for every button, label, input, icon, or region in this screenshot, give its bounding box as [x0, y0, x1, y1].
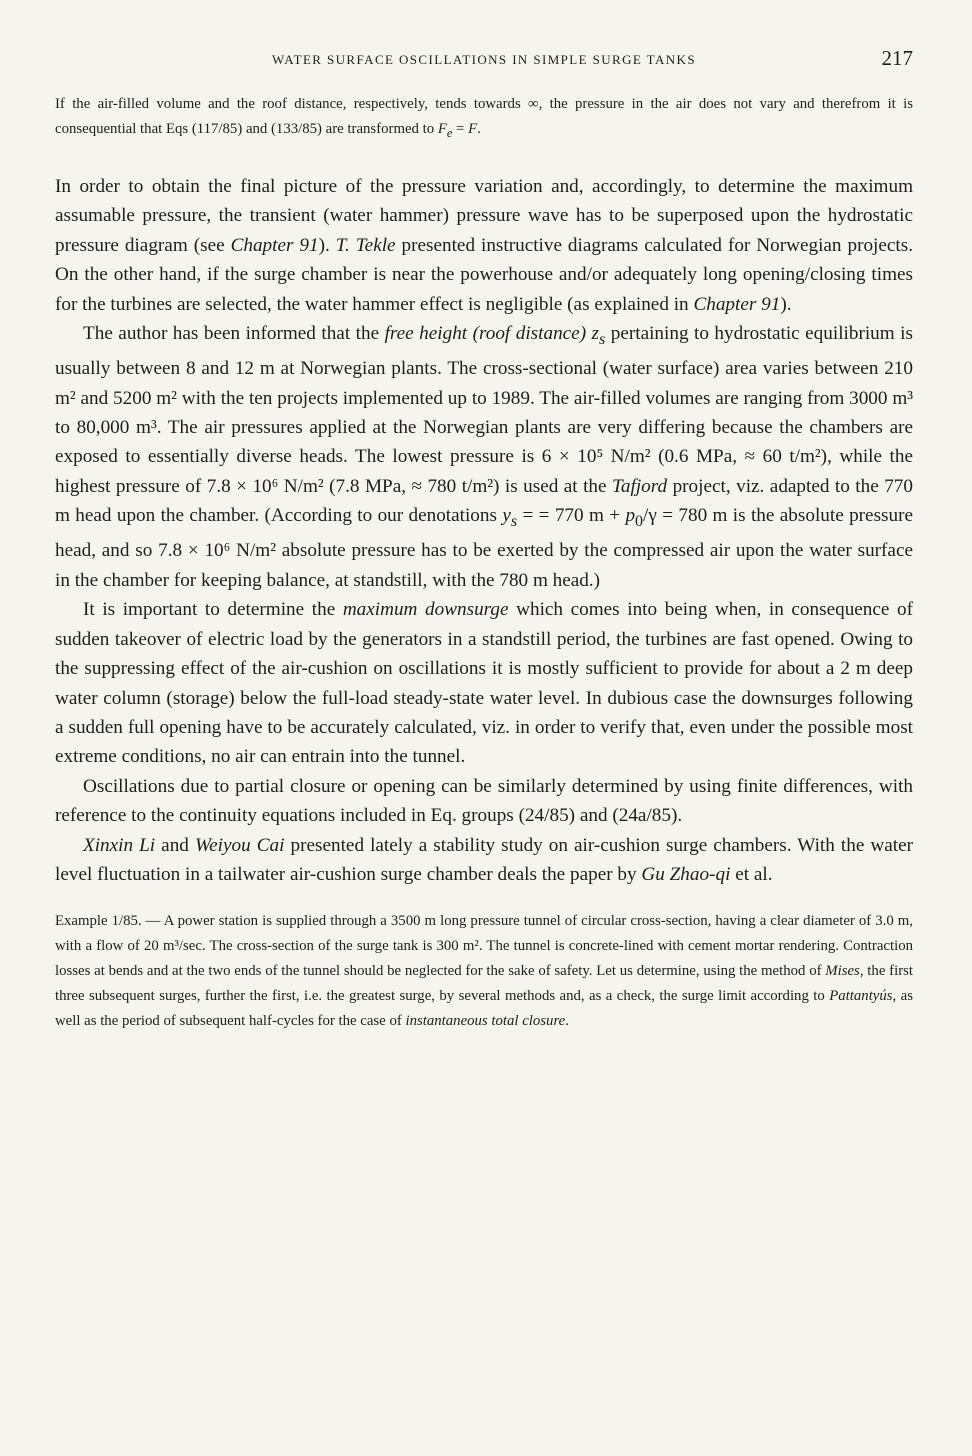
author-name: Gu Zhao-qi	[641, 863, 731, 885]
book-page	[55, 40, 913, 1034]
note-text: .	[477, 121, 481, 137]
paragraph-2	[55, 319, 913, 595]
text-run: presented instructive diagrams calculated for Norwegian projects. On the other hand, if the surge chamber is near the powerhouse and/or adequately long opening/closing times for the turbines are selected, the water hammer effect is negligible (as explained in	[55, 234, 914, 315]
text-run: which comes into being when, in consequence of sudden takeover of electric load by the generators in a standstill period, the turbines are fast opened. Owing to the suppressing effect of the air-cushion on oscillations it is mostly sufficient to provide for about a 2 m deep water column (storage) below the full-load steady-state water level. In dubious case the downsurges following a sudden full opening have to be accurately calculated, viz. in order to verify that, even under the possible most extreme conditions, no air can entrain into the tunnel.	[55, 599, 914, 768]
text-run: Example 1/85. — A power station is supplied through a 3500 m long pressure tunnel of circular cross-section, having a clear diameter of 3.0 m, with a flow of 20 m³/sec. The cross-section of the surge tank is 300 m². The tunnel is concrete-lined with cement mortar rendering. Contraction losses at bends and at the two ends of the tunnel should be neglected for the sake of safety. Let us determine, using the method of	[55, 913, 913, 980]
note-symbol: F	[437, 121, 447, 137]
emphasis: free height (roof distance) z	[384, 322, 600, 344]
text-run: It is important to determine the	[83, 599, 343, 621]
note-subscript: e	[446, 125, 453, 140]
author-name: Xinxin Li	[83, 834, 156, 856]
small-print-note	[55, 92, 913, 146]
project-name: Tafjord	[612, 475, 668, 497]
text-run: et al.	[730, 863, 773, 885]
emphasis: instantaneous total closure	[405, 1013, 566, 1030]
text-run: ).	[318, 234, 336, 256]
text-run: pertaining to hydrostatic equilibrium is usually between 8 and 12 m at Norwegian plants. The cross-sectional (water surface) area varies between 210 m² and 5200 m² with the ten projects implemented up to 1989. The air-filled volumes are ranging from 3000 m³ to 80,000 m³. The air pressures applied at the Norwegian plants are very differing because the chambers are exposed to essentially diverse heads. The lowest pressure is 6 × 10⁵ N/m² (0.6 MPa, ≈ 60 t/m²), while the highest pressure of 7.8 × 10⁶ N/m² (7.8 MPa, ≈ 780 t/m²) is used at the	[55, 322, 913, 497]
text-run: and	[155, 834, 195, 856]
subscript: s	[599, 330, 606, 348]
paragraph-3	[55, 595, 913, 771]
text-run: In order to obtain the final picture of the pressure variation and, accordingly, to determine the maximum assumable pressure, the transient (water hammer) pressure wave has to be superposed upon the hydrostatic pressure diagram (see	[55, 175, 913, 256]
author-name: Pattantyús	[829, 988, 893, 1005]
text-run: = = 770 m +	[517, 505, 626, 527]
example-paragraph	[55, 909, 913, 1034]
text-run: , as well as the period of subsequent half-cycles for the case of	[55, 988, 913, 1030]
symbol: y	[502, 505, 511, 527]
note-paragraph	[55, 92, 913, 146]
paragraph-1	[55, 172, 913, 319]
symbol: p	[625, 505, 636, 527]
note-text: If the air-filled volume and the roof distance, respectively, tends towards ∞, the pressure in the air does not vary and therefrom it is consequential that Eqs (117/85) and (133/85) are transformed to	[55, 96, 913, 137]
text-run: project, viz. adapted to the 770 m head upon the chamber. (According to our denotations	[55, 475, 913, 527]
paragraph-4: Oscillations due to partial closure or opening can be similarly determined by using finite differences, with reference to the continuity equations included in Eq. groups (24/85) and (24a/85).	[55, 775, 913, 827]
text-run: .	[565, 1013, 569, 1030]
subscript: 0	[635, 513, 644, 531]
text-run: , the first three subsequent surges, further the first, i.e. the greatest surge, by several methods and, as a check, the surge limit according to	[55, 963, 913, 1005]
note-text: =	[452, 121, 469, 137]
subscript: s	[510, 513, 518, 531]
text-run: The author has been informed that the	[83, 322, 385, 344]
text-run: /γ = 780 m is the absolute pressure head, and so 7.8 × 10⁶ N/m² absolute pressure has to be exerted by the compressed air upon the water surface in the chamber for keeping balance, at standstill, with the 780 m head.)	[55, 505, 914, 591]
page-header	[55, 40, 913, 80]
chapter-reference: Chapter 91	[693, 293, 781, 315]
note-symbol: F	[468, 121, 478, 137]
chapter-reference: Chapter 91	[230, 234, 319, 256]
example-block	[55, 909, 913, 1034]
author-name: Weiyou Cai	[194, 834, 285, 856]
running-head: WATER SURFACE OSCILLATIONS IN SIMPLE SURGE TANKS	[272, 52, 696, 67]
text-run: presented lately a stability study on air-cushion surge chambers. With the water level fluctuation in a tailwater air-cushion surge chamber deals the paper by	[55, 834, 913, 885]
text-run: ).	[780, 293, 792, 315]
main-text	[55, 172, 913, 889]
emphasis: maximum downsurge	[342, 599, 509, 621]
paragraph-5	[55, 831, 913, 890]
page-number: 217	[881, 46, 913, 70]
author-name: Mises	[825, 963, 860, 980]
author-name: T. Tekle	[335, 234, 396, 256]
